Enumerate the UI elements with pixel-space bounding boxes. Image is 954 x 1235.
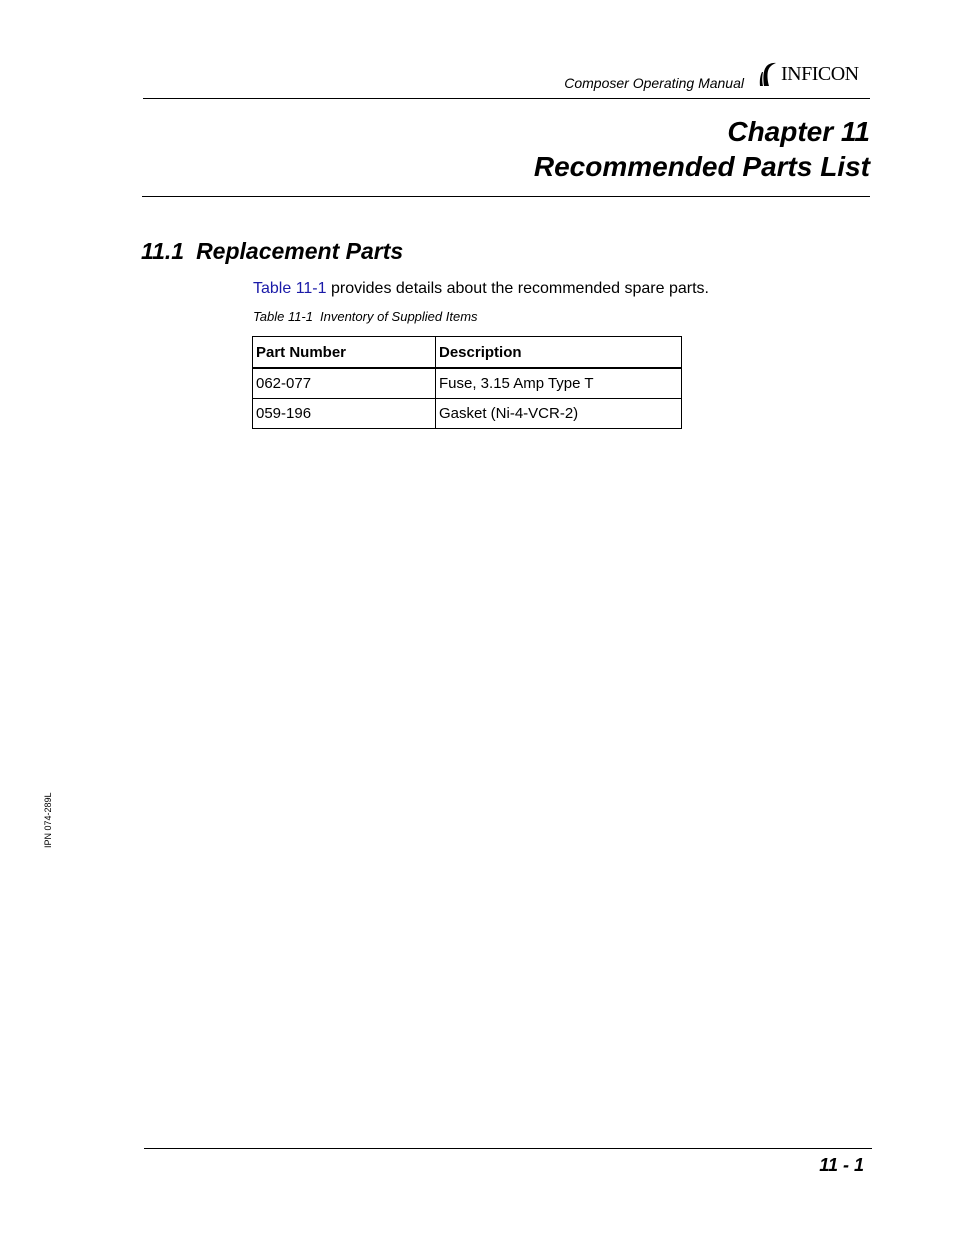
- inficon-swoosh-logo-icon: [758, 61, 778, 87]
- section-heading: [141, 238, 403, 265]
- table-row: [253, 368, 682, 399]
- column-header-part-number: Part Number: [253, 337, 436, 369]
- section-number: 11.1: [141, 238, 185, 264]
- column-header-description: Description: [436, 337, 682, 369]
- footer-rule: [144, 1148, 872, 1149]
- table-caption-number: Table 11-1: [253, 309, 313, 324]
- chapter-rule: [142, 196, 870, 197]
- table-row: [253, 399, 682, 429]
- intro-text: provides details about the recommended spare parts.: [326, 280, 709, 297]
- part-number-cell: 059-196: [253, 399, 436, 429]
- description-cell: Gasket (Ni-4-VCR-2): [436, 399, 682, 429]
- part-number-cell: 062-077: [253, 368, 436, 399]
- inficon-logo: [758, 60, 872, 88]
- header-rule: [143, 98, 870, 99]
- logo-text: INFICON: [781, 63, 859, 85]
- ipn-side-label: IPN 074-289L: [43, 792, 53, 848]
- table-caption-title: Inventory of Supplied Items: [320, 309, 478, 324]
- table-reference-link[interactable]: Table 11-1: [253, 280, 327, 297]
- chapter-number: Chapter 11: [727, 116, 870, 147]
- chapter-heading: [300, 114, 870, 184]
- table-header-row: [253, 337, 682, 369]
- page-number: 11 - 1: [819, 1155, 864, 1175]
- chapter-title: Recommended Parts List: [533, 151, 870, 182]
- manual-title: Composer Operating Manual: [564, 75, 744, 91]
- parts-table: [252, 336, 682, 429]
- section-title: Replacement Parts: [196, 238, 404, 264]
- description-cell: Fuse, 3.15 Amp Type T: [436, 368, 682, 399]
- table-caption: [253, 309, 478, 324]
- intro-paragraph: [253, 280, 709, 298]
